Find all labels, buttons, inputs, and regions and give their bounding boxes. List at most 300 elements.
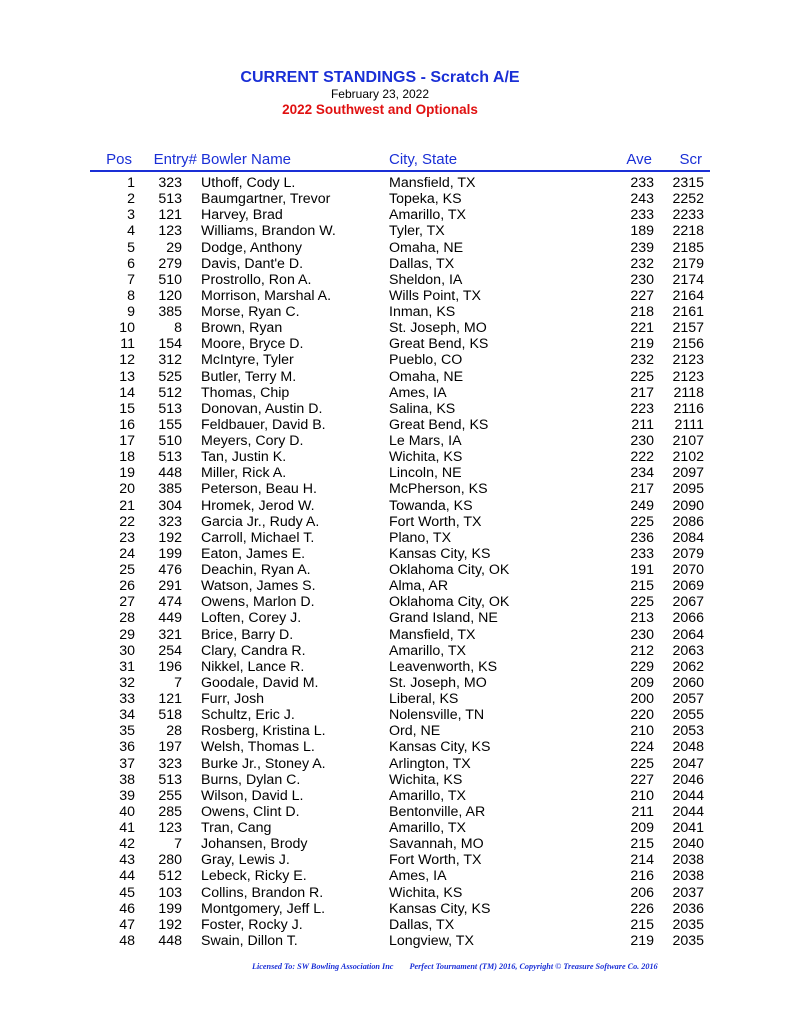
table-row xyxy=(0,465,791,481)
cell-entry: 291 xyxy=(158,578,182,595)
cell-name: Thomas, Chip xyxy=(201,384,290,401)
cell-ave: 209 xyxy=(630,820,654,836)
cell-pos: 22 xyxy=(119,513,135,530)
table-row xyxy=(0,691,791,707)
report-header xyxy=(0,69,760,118)
table-row xyxy=(0,885,791,901)
cell-entry: 28 xyxy=(166,723,182,740)
cell-pos: 2 xyxy=(127,191,135,208)
cell-scr: 2123 xyxy=(672,368,704,385)
cell-ave: 232 xyxy=(630,352,654,369)
table-row xyxy=(0,594,791,610)
cell-scr: 2038 xyxy=(672,868,704,885)
cell-entry: 199 xyxy=(158,545,182,562)
cell-city: Arlington, TX xyxy=(389,755,471,772)
table-row xyxy=(0,336,791,352)
cell-scr: 2111 xyxy=(674,416,704,433)
cell-name: Deachin, Ryan A. xyxy=(201,562,311,578)
table-row xyxy=(0,385,791,401)
cell-name: Brice, Barry D. xyxy=(201,626,294,643)
cell-pos: 4 xyxy=(127,223,135,240)
cell-name: Garcia Jr., Rudy A. xyxy=(201,513,320,530)
cell-scr: 2040 xyxy=(672,836,704,853)
cell-pos: 3 xyxy=(127,207,135,224)
cell-city: Kansas City, KS xyxy=(389,739,491,756)
cell-name: Gray, Lewis J. xyxy=(201,852,290,869)
cell-scr: 2044 xyxy=(672,787,704,804)
cell-name: Morse, Ryan C. xyxy=(201,304,300,320)
cell-scr: 2079 xyxy=(672,545,704,562)
cell-entry: 385 xyxy=(158,481,182,498)
cell-ave: 219 xyxy=(630,336,654,353)
report-date: February 23, 2022 xyxy=(330,87,430,101)
cell-name: Owens, Clint D. xyxy=(201,803,300,820)
cell-name: Butler, Terry M. xyxy=(201,368,297,385)
cell-name: Burns, Dylan C. xyxy=(201,771,301,788)
cell-ave: 223 xyxy=(630,400,654,417)
table-row xyxy=(0,240,791,256)
cell-scr: 2060 xyxy=(672,674,704,691)
cell-ave: 239 xyxy=(630,239,654,256)
cell-name: Schultz, Eric J. xyxy=(201,707,295,724)
cell-entry: 285 xyxy=(158,803,182,820)
table-row xyxy=(0,304,791,320)
cell-city: Great Bend, KS xyxy=(389,416,489,433)
cell-city: Great Bend, KS xyxy=(389,336,489,353)
cell-ave: 233 xyxy=(630,545,654,562)
cell-name: Morrison, Marshal A. xyxy=(201,287,332,304)
cell-scr: 2123 xyxy=(672,352,704,369)
table-row xyxy=(0,191,791,207)
cell-name: Wilson, David L. xyxy=(201,787,304,804)
cell-name: Owens, Marlon D. xyxy=(201,594,315,611)
cell-ave: 215 xyxy=(630,836,654,853)
cell-city: Liberal, KS xyxy=(389,691,459,707)
cell-scr: 2048 xyxy=(672,739,704,756)
cell-scr: 2315 xyxy=(672,175,704,191)
cell-city: Topeka, KS xyxy=(389,191,462,208)
cell-name: Clary, Candra R. xyxy=(201,642,306,659)
cell-ave: 249 xyxy=(630,497,654,514)
cell-ave: 224 xyxy=(630,739,654,756)
cell-city: Amarillo, TX xyxy=(389,642,466,659)
cell-city: Sheldon, IA xyxy=(389,271,463,288)
cell-city: Towanda, KS xyxy=(389,497,473,514)
cell-ave: 211 xyxy=(631,803,654,820)
cell-entry: 321 xyxy=(158,626,182,643)
cell-pos: 47 xyxy=(119,916,135,933)
cell-pos: 33 xyxy=(119,691,135,707)
cell-entry: 510 xyxy=(158,433,182,449)
cell-city: Dallas, TX xyxy=(389,255,455,272)
table-row xyxy=(0,288,791,304)
cell-pos: 26 xyxy=(119,578,135,595)
cell-scr: 2035 xyxy=(672,916,704,933)
cell-pos: 1 xyxy=(127,175,135,191)
cell-scr: 2057 xyxy=(672,691,704,707)
cell-ave: 232 xyxy=(630,255,654,272)
cell-ave: 215 xyxy=(630,916,654,933)
table-row xyxy=(0,675,791,691)
cell-pos: 19 xyxy=(119,465,135,482)
footer-license: Licensed To: SW Bowling Association Inc xyxy=(252,962,394,971)
cell-city: Fort Worth, TX xyxy=(389,513,482,530)
cell-entry: 513 xyxy=(158,400,182,417)
cell-ave: 212 xyxy=(630,642,654,659)
cell-city: Amarillo, TX xyxy=(389,207,466,224)
cell-scr: 2046 xyxy=(672,771,704,788)
cell-city: Oklahoma City, OK xyxy=(389,594,510,611)
cell-entry: 513 xyxy=(158,191,182,208)
cell-entry: 197 xyxy=(158,739,182,756)
cell-scr: 2161 xyxy=(672,304,704,320)
cell-name: Uthoff, Cody L. xyxy=(201,175,296,191)
cell-scr: 2064 xyxy=(672,626,704,643)
cell-ave: 229 xyxy=(630,658,654,675)
cell-pos: 48 xyxy=(119,932,135,949)
cell-scr: 2066 xyxy=(672,610,704,627)
cell-ave: 233 xyxy=(630,175,654,191)
cell-scr: 2084 xyxy=(672,529,704,546)
cell-ave: 222 xyxy=(630,449,654,466)
cell-scr: 2090 xyxy=(672,497,704,514)
cell-pos: 35 xyxy=(119,723,135,740)
cell-city: McPherson, KS xyxy=(389,481,488,498)
cell-scr: 2041 xyxy=(672,820,704,836)
cell-scr: 2179 xyxy=(672,255,704,272)
cell-entry: 510 xyxy=(158,271,182,288)
table-row xyxy=(0,659,791,675)
cell-ave: 227 xyxy=(630,287,654,304)
cell-scr: 2069 xyxy=(672,578,704,595)
cell-pos: 14 xyxy=(119,384,135,401)
cell-ave: 230 xyxy=(630,433,654,449)
cell-entry: 449 xyxy=(158,610,182,627)
table-row xyxy=(0,175,791,191)
table-row xyxy=(0,272,791,288)
cell-city: Ord, NE xyxy=(389,723,441,740)
cell-pos: 37 xyxy=(119,755,135,772)
cell-name: Collins, Brandon R. xyxy=(201,884,324,901)
cell-entry: 513 xyxy=(158,771,182,788)
cell-ave: 211 xyxy=(631,416,654,433)
cell-scr: 2218 xyxy=(672,223,704,240)
cell-scr: 2062 xyxy=(672,658,704,675)
cell-ave: 216 xyxy=(630,868,654,885)
cell-pos: 45 xyxy=(119,884,135,901)
cell-city: Pueblo, CO xyxy=(389,352,463,369)
cell-entry: 448 xyxy=(158,932,182,949)
cell-name: Watson, James S. xyxy=(201,578,316,595)
table-row xyxy=(0,433,791,449)
cell-city: Alma, AR xyxy=(389,578,449,595)
cell-name: Baumgartner, Trevor xyxy=(201,191,331,208)
cell-scr: 2067 xyxy=(672,594,704,611)
table-row xyxy=(0,868,791,884)
cell-city: Omaha, NE xyxy=(389,239,464,256)
cell-ave: 226 xyxy=(630,900,654,917)
cell-ave: 214 xyxy=(630,852,654,869)
cell-entry: 312 xyxy=(158,352,182,369)
cell-scr: 2044 xyxy=(672,803,704,820)
table-row xyxy=(0,352,791,368)
cell-entry: 323 xyxy=(158,513,182,530)
table-row xyxy=(0,481,791,497)
table-row xyxy=(0,756,791,772)
table-row xyxy=(0,546,791,562)
cell-scr: 2107 xyxy=(672,433,704,449)
table-row xyxy=(0,223,791,239)
cell-entry: 385 xyxy=(158,304,182,320)
cell-pos: 10 xyxy=(119,320,135,337)
cell-pos: 21 xyxy=(119,497,135,514)
cell-ave: 219 xyxy=(630,932,654,949)
table-row xyxy=(0,804,791,820)
table-row xyxy=(0,562,791,578)
cell-name: Peterson, Beau H. xyxy=(201,481,317,498)
footer xyxy=(252,962,658,971)
cell-entry: 154 xyxy=(158,336,182,353)
cell-pos: 16 xyxy=(119,416,135,433)
table-row xyxy=(0,401,791,417)
cell-pos: 34 xyxy=(119,707,135,724)
cell-entry: 192 xyxy=(158,916,182,933)
cell-name: Burke Jr., Stoney A. xyxy=(201,755,326,772)
cell-name: Carroll, Michael T. xyxy=(201,529,315,546)
cell-city: Tyler, TX xyxy=(389,223,445,240)
cell-entry: 279 xyxy=(158,255,182,272)
column-header-city: City, State xyxy=(389,151,458,168)
cell-ave: 218 xyxy=(630,304,654,320)
cell-name: Moore, Bryce D. xyxy=(201,336,304,353)
table-row xyxy=(0,530,791,546)
cell-city: Savannah, MO xyxy=(389,836,484,853)
cell-entry: 123 xyxy=(158,820,182,836)
table-row xyxy=(0,707,791,723)
cell-pos: 39 xyxy=(119,787,135,804)
table-row xyxy=(0,610,791,626)
cell-pos: 6 xyxy=(127,255,135,272)
cell-entry: 448 xyxy=(158,465,182,482)
cell-scr: 2035 xyxy=(672,932,704,949)
cell-entry: 8 xyxy=(174,320,182,337)
cell-entry: 323 xyxy=(158,755,182,772)
cell-scr: 2095 xyxy=(672,481,704,498)
cell-name: Brown, Ryan xyxy=(201,320,283,337)
cell-scr: 2156 xyxy=(672,336,704,353)
cell-ave: 220 xyxy=(630,707,654,724)
cell-ave: 225 xyxy=(630,755,654,772)
cell-ave: 206 xyxy=(630,884,654,901)
cell-entry: 255 xyxy=(158,787,182,804)
cell-city: St. Joseph, MO xyxy=(389,320,487,337)
cell-name: Miller, Rick A. xyxy=(201,465,287,482)
cell-city: Plano, TX xyxy=(389,529,452,546)
cell-scr: 2070 xyxy=(672,562,704,578)
cell-name: McIntyre, Tyler xyxy=(201,352,294,369)
cell-name: Feldbauer, David B. xyxy=(201,416,326,433)
cell-entry: 476 xyxy=(158,562,182,578)
cell-ave: 230 xyxy=(630,271,654,288)
cell-city: Longview, TX xyxy=(389,932,474,949)
cell-pos: 40 xyxy=(119,803,135,820)
cell-scr: 2252 xyxy=(672,191,704,208)
cell-pos: 18 xyxy=(119,449,135,466)
cell-city: Fort Worth, TX xyxy=(389,852,482,869)
cell-name: Welsh, Thomas L. xyxy=(201,739,315,756)
cell-name: Hromek, Jerod W. xyxy=(201,497,315,514)
cell-pos: 7 xyxy=(127,271,135,288)
cell-entry: 121 xyxy=(158,207,182,224)
cell-city: Wills Point, TX xyxy=(389,287,481,304)
cell-pos: 38 xyxy=(119,771,135,788)
cell-entry: 103 xyxy=(158,884,182,901)
cell-pos: 8 xyxy=(127,287,135,304)
cell-city: Oklahoma City, OK xyxy=(389,562,510,578)
cell-ave: 230 xyxy=(630,626,654,643)
cell-ave: 225 xyxy=(630,368,654,385)
cell-name: Lebeck, Ricky E. xyxy=(201,868,307,885)
cell-city: Amarillo, TX xyxy=(389,787,466,804)
cell-pos: 41 xyxy=(119,820,135,836)
table-row xyxy=(0,627,791,643)
cell-name: Williams, Brandon W. xyxy=(201,223,336,240)
table-row xyxy=(0,207,791,223)
cell-city: Omaha, NE xyxy=(389,368,464,385)
cell-city: Wichita, KS xyxy=(389,771,463,788)
cell-name: Meyers, Cory D. xyxy=(201,433,304,449)
cell-scr: 2063 xyxy=(672,642,704,659)
cell-entry: 304 xyxy=(158,497,182,514)
cell-scr: 2053 xyxy=(672,723,704,740)
cell-pos: 5 xyxy=(127,239,135,256)
cell-entry: 121 xyxy=(158,691,182,707)
cell-city: Nolensville, TN xyxy=(389,707,485,724)
table-row xyxy=(0,498,791,514)
cell-name: Montgomery, Jeff L. xyxy=(201,900,326,917)
cell-pos: 27 xyxy=(119,594,135,611)
cell-entry: 525 xyxy=(158,368,182,385)
column-header-name: Bowler Name xyxy=(201,151,292,168)
cell-scr: 2102 xyxy=(672,449,704,466)
table-row xyxy=(0,739,791,755)
table-row xyxy=(0,723,791,739)
cell-city: Wichita, KS xyxy=(389,884,463,901)
cell-ave: 233 xyxy=(630,207,654,224)
cell-pos: 9 xyxy=(127,304,135,320)
cell-name: Nikkel, Lance R. xyxy=(201,658,305,675)
cell-entry: 120 xyxy=(158,287,182,304)
cell-entry: 199 xyxy=(158,900,182,917)
cell-name: Furr, Josh xyxy=(201,691,265,707)
cell-pos: 43 xyxy=(119,852,135,869)
cell-entry: 196 xyxy=(158,658,182,675)
cell-city: Lincoln, NE xyxy=(389,465,462,482)
report-subtitle: 2022 Southwest and Optionals xyxy=(282,102,478,117)
table-row xyxy=(0,449,791,465)
cell-entry: 323 xyxy=(158,175,182,191)
cell-pos: 12 xyxy=(119,352,135,369)
cell-entry: 512 xyxy=(158,868,182,885)
cell-pos: 24 xyxy=(119,545,135,562)
table-row xyxy=(0,578,791,594)
cell-pos: 44 xyxy=(119,868,135,885)
cell-pos: 25 xyxy=(119,562,135,578)
cell-ave: 210 xyxy=(630,787,654,804)
cell-entry: 474 xyxy=(158,594,182,611)
cell-pos: 15 xyxy=(119,400,135,417)
table-row xyxy=(0,901,791,917)
cell-scr: 2036 xyxy=(672,900,704,917)
cell-entry: 7 xyxy=(174,836,182,853)
cell-entry: 254 xyxy=(158,642,182,659)
cell-name: Eaton, James E. xyxy=(201,545,306,562)
cell-ave: 236 xyxy=(630,529,654,546)
cell-scr: 2118 xyxy=(673,384,704,401)
cell-scr: 2164 xyxy=(672,287,704,304)
table-row xyxy=(0,820,791,836)
cell-city: Leavenworth, KS xyxy=(389,658,498,675)
cell-pos: 28 xyxy=(119,610,135,627)
cell-scr: 2185 xyxy=(672,239,704,256)
cell-entry: 7 xyxy=(174,674,182,691)
cell-city: Mansfield, TX xyxy=(389,175,476,191)
cell-pos: 11 xyxy=(120,336,135,353)
cell-ave: 191 xyxy=(630,562,654,578)
cell-ave: 209 xyxy=(630,674,654,691)
cell-entry: 512 xyxy=(158,384,182,401)
cell-city: Ames, IA xyxy=(389,868,447,885)
cell-city: Kansas City, KS xyxy=(389,545,491,562)
table-row xyxy=(0,369,791,385)
cell-ave: 210 xyxy=(630,723,654,740)
cell-scr: 2116 xyxy=(673,400,704,417)
cell-scr: 2174 xyxy=(672,271,704,288)
cell-ave: 234 xyxy=(630,465,654,482)
cell-pos: 13 xyxy=(119,368,135,385)
cell-ave: 243 xyxy=(630,191,654,208)
cell-ave: 217 xyxy=(630,384,654,401)
table-row xyxy=(0,933,791,949)
table-row xyxy=(0,643,791,659)
column-headers xyxy=(0,151,791,169)
footer-copyright: Perfect Tournament (TM) 2016, Copyright © Treasure Software Co. 2016 xyxy=(409,962,658,971)
cell-entry: 29 xyxy=(166,239,182,256)
cell-pos: 30 xyxy=(119,642,135,659)
column-header-ave: Ave xyxy=(626,151,652,168)
cell-scr: 2086 xyxy=(672,513,704,530)
cell-ave: 189 xyxy=(630,223,654,240)
cell-name: Tran, Cang xyxy=(201,820,272,836)
cell-scr: 2055 xyxy=(672,707,704,724)
table-row xyxy=(0,417,791,433)
cell-pos: 17 xyxy=(119,433,135,449)
cell-name: Prostrollo, Ron A. xyxy=(201,271,312,288)
cell-city: St. Joseph, MO xyxy=(389,674,487,691)
cell-scr: 2038 xyxy=(672,852,704,869)
cell-entry: 518 xyxy=(158,707,182,724)
cell-city: Amarillo, TX xyxy=(389,820,466,836)
cell-name: Johansen, Brody xyxy=(201,836,308,853)
cell-ave: 213 xyxy=(630,610,654,627)
cell-name: Donovan, Austin D. xyxy=(201,400,323,417)
cell-name: Rosberg, Kristina L. xyxy=(201,723,326,740)
cell-ave: 225 xyxy=(630,594,654,611)
cell-city: Mansfield, TX xyxy=(389,626,476,643)
cell-scr: 2047 xyxy=(672,755,704,772)
cell-ave: 227 xyxy=(630,771,654,788)
cell-ave: 221 xyxy=(630,320,654,337)
